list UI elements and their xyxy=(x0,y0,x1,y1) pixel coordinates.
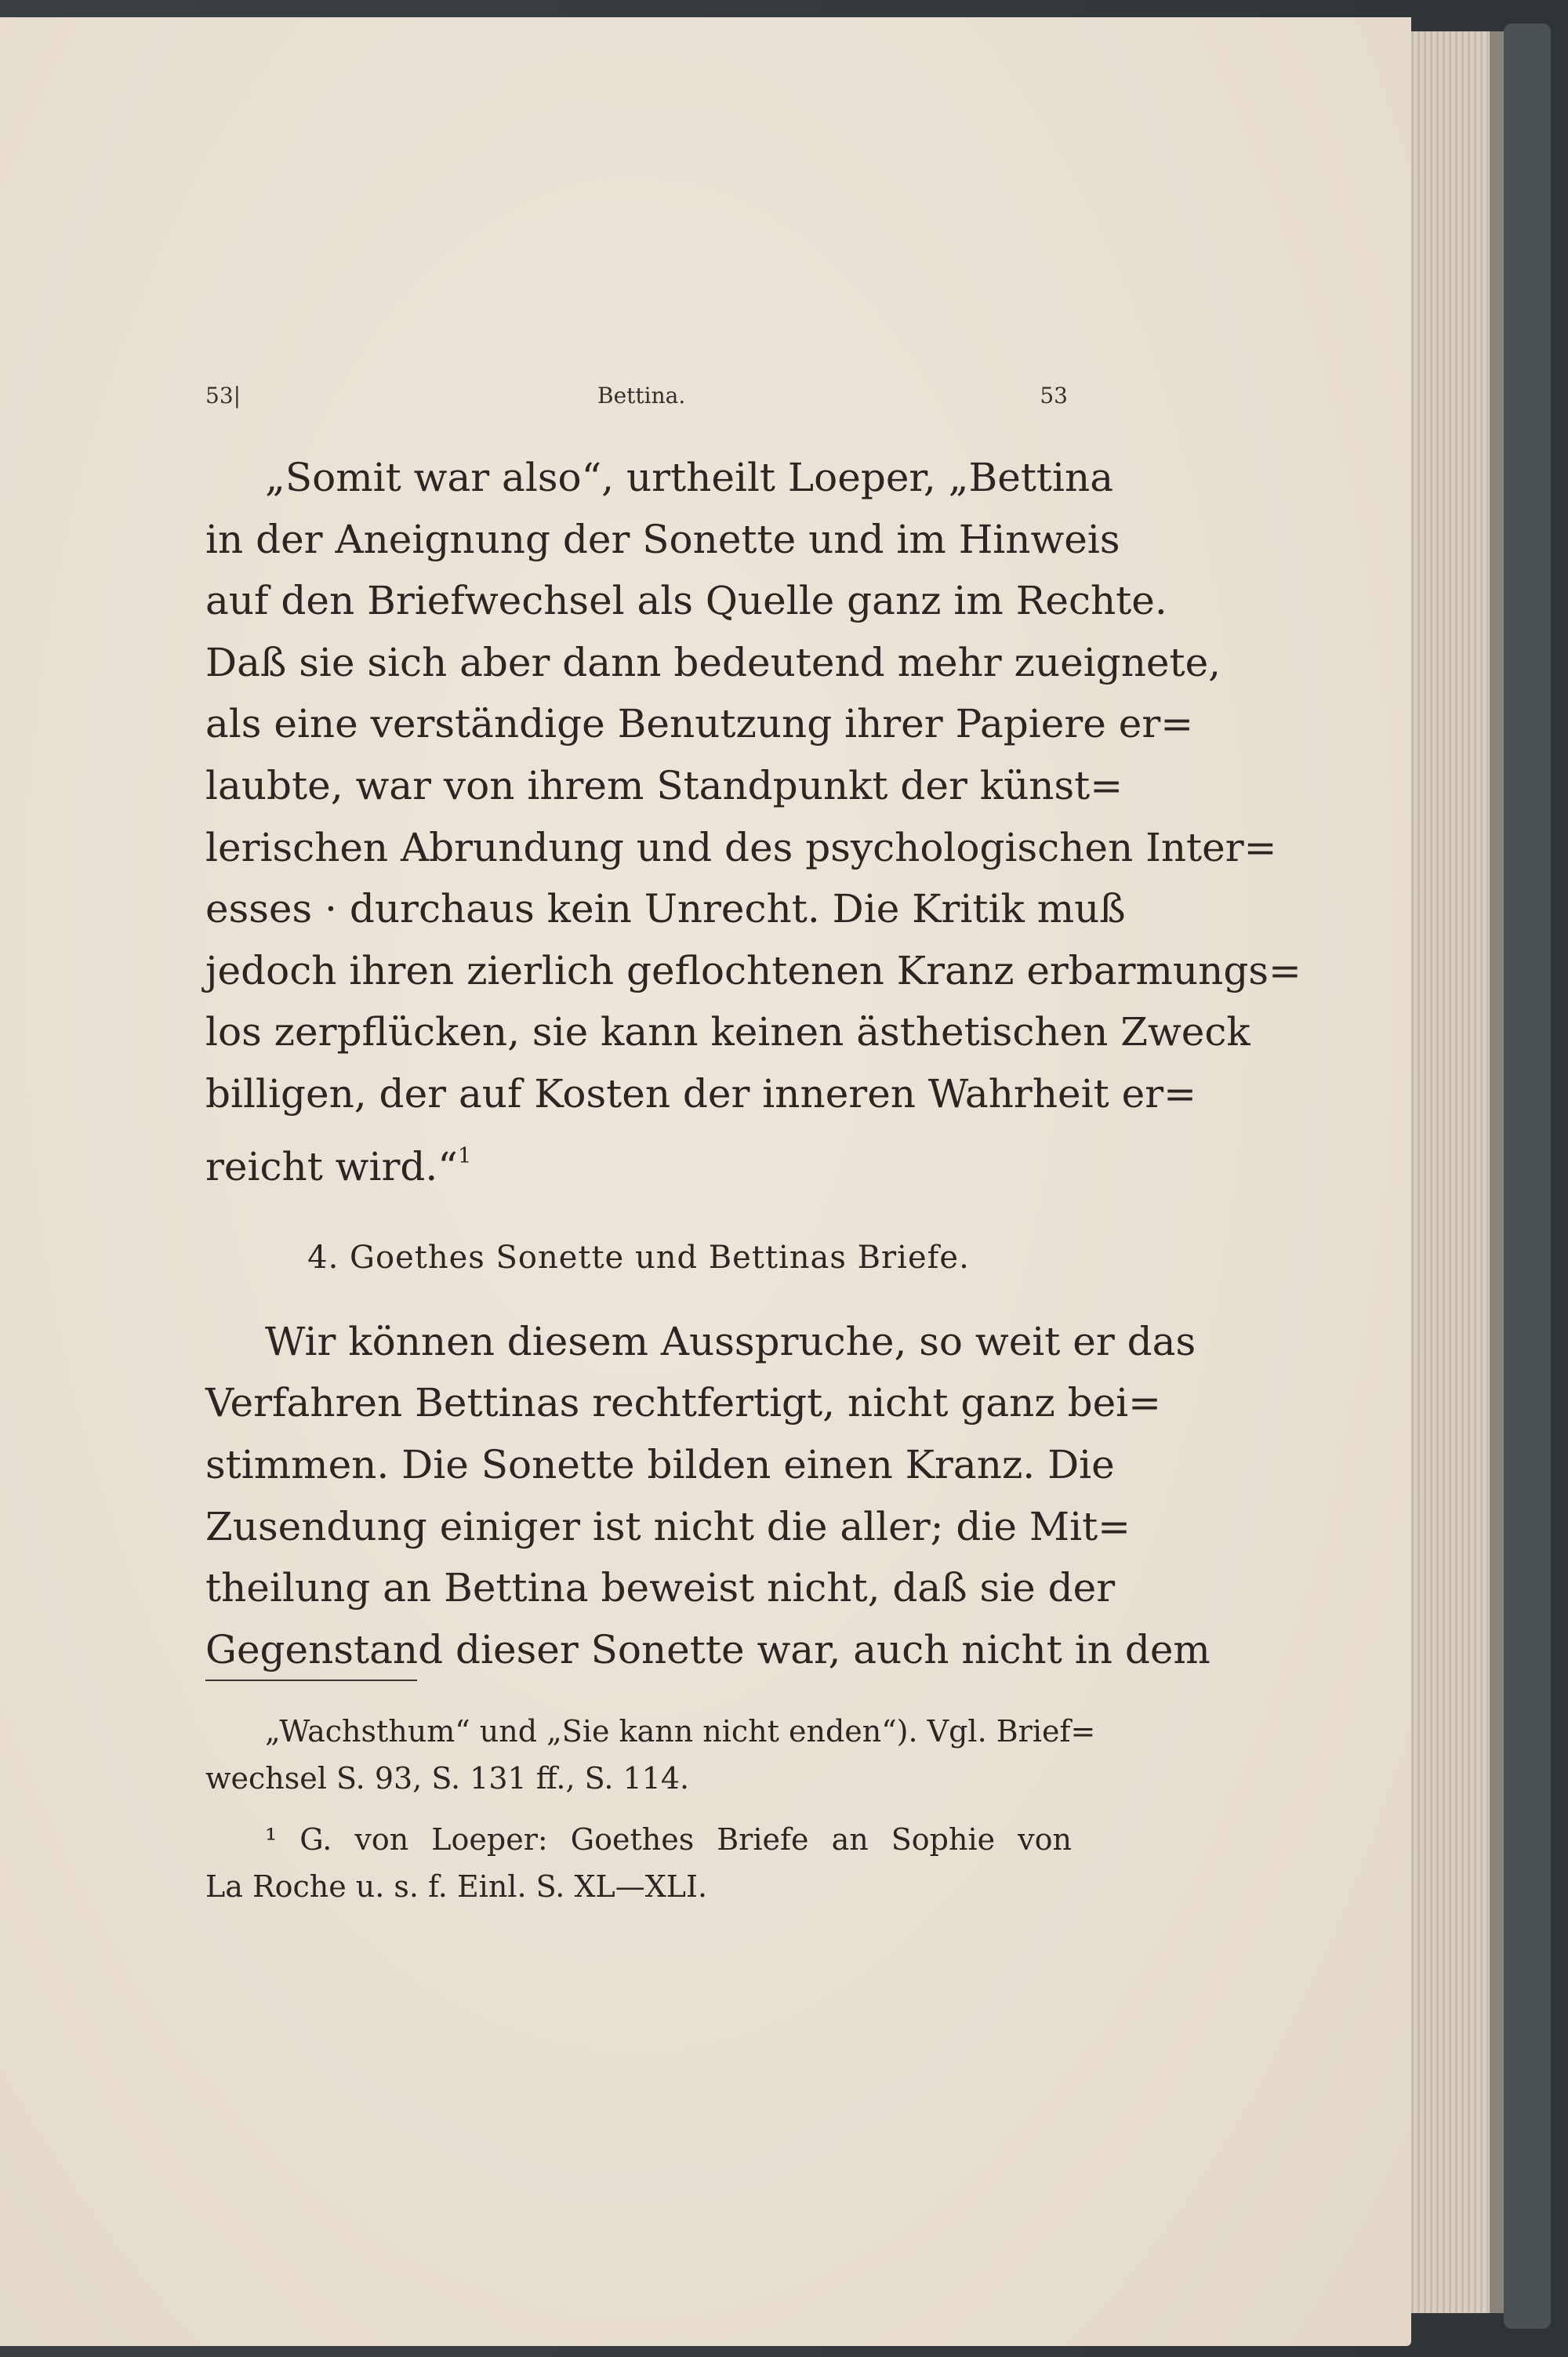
paragraph-section-4 xyxy=(205,1311,1210,1681)
text-line: Zusendung einiger ist nicht die aller; die Mit= xyxy=(205,1503,1131,1549)
footnote-continued-line: „Wachsthum“ und „Sie kann nicht enden“). Vgl. Brief= xyxy=(265,1714,1096,1749)
page-stack-shadow xyxy=(1490,31,1504,2313)
text-line: esses · durchaus kein Unrecht. Die Kritik muß xyxy=(205,886,1126,932)
text-line: Daß sie sich aber dann bedeutend mehr zueignete, xyxy=(205,639,1221,685)
footnote-continued-line: wechsel S. 93, S. 131 ff., S. 114. xyxy=(205,1761,690,1796)
text-line: jedoch ihren zierlich geflochtenen Kranz erbarmungs= xyxy=(205,947,1301,993)
text-line: in der Aneignung der Sonette und im Hinweis xyxy=(205,516,1120,562)
text-line: Wir können diesem Ausspruche, so weit er das xyxy=(265,1318,1196,1364)
text-line: „Somit war also“, urtheilt Loeper, „Bettina xyxy=(265,455,1114,500)
running-title: Bettina. xyxy=(597,383,686,409)
main-text xyxy=(205,447,1301,1680)
paragraph-quote xyxy=(205,447,1301,1197)
page-number: 53 xyxy=(1040,383,1068,409)
book-cover-edge xyxy=(1504,24,1551,2329)
text-line: los zerpflücken, sie kann keinen ästhetischen Zweck xyxy=(205,1009,1250,1055)
original-page-marker: 53| xyxy=(205,383,241,409)
text-line: lerischen Abrundung und des psychologischen Inter= xyxy=(205,824,1277,870)
text-line: theilung an Bettina beweist nicht, daß sie der xyxy=(205,1565,1116,1611)
text-line: stimmen. Die Sonette bilden einen Kranz. Die xyxy=(205,1441,1115,1487)
page-stack-edge xyxy=(1407,31,1501,2313)
text-line-last xyxy=(205,1125,1072,1198)
footnote-1-line: ¹ G. von Loeper: Goethes Briefe an Sophie von xyxy=(265,1822,1072,1857)
text-line: als eine verständige Benutzung ihrer Papiere er= xyxy=(205,701,1194,747)
footnote-reference: 1 xyxy=(457,1142,472,1168)
text-line: billigen, der auf Kosten der inneren Wahrheit er= xyxy=(205,1070,1196,1117)
text-line-content: reicht wird.“ xyxy=(205,1143,458,1189)
text-line: laubte, war von ihrem Standpunkt der künst= xyxy=(205,762,1123,808)
text-line: Gegenstand dieser Sonette war, auch nicht in dem xyxy=(205,1626,1210,1672)
text-line: auf den Briefwechsel als Quelle ganz im Rechte. xyxy=(205,578,1167,624)
section-heading: 4. Goethes Sonette und Bettinas Briefe. xyxy=(307,1240,970,1277)
footnotes xyxy=(205,1680,1096,1910)
footnote-1-line: La Roche u. s. f. Einl. S. XL—XLI. xyxy=(205,1869,708,1904)
footnote-divider xyxy=(205,1680,417,1681)
text-line: Verfahren Bettinas rechtfertigt, nicht ganz bei= xyxy=(205,1380,1162,1426)
running-header xyxy=(205,383,1068,414)
book-page xyxy=(0,17,1411,2346)
